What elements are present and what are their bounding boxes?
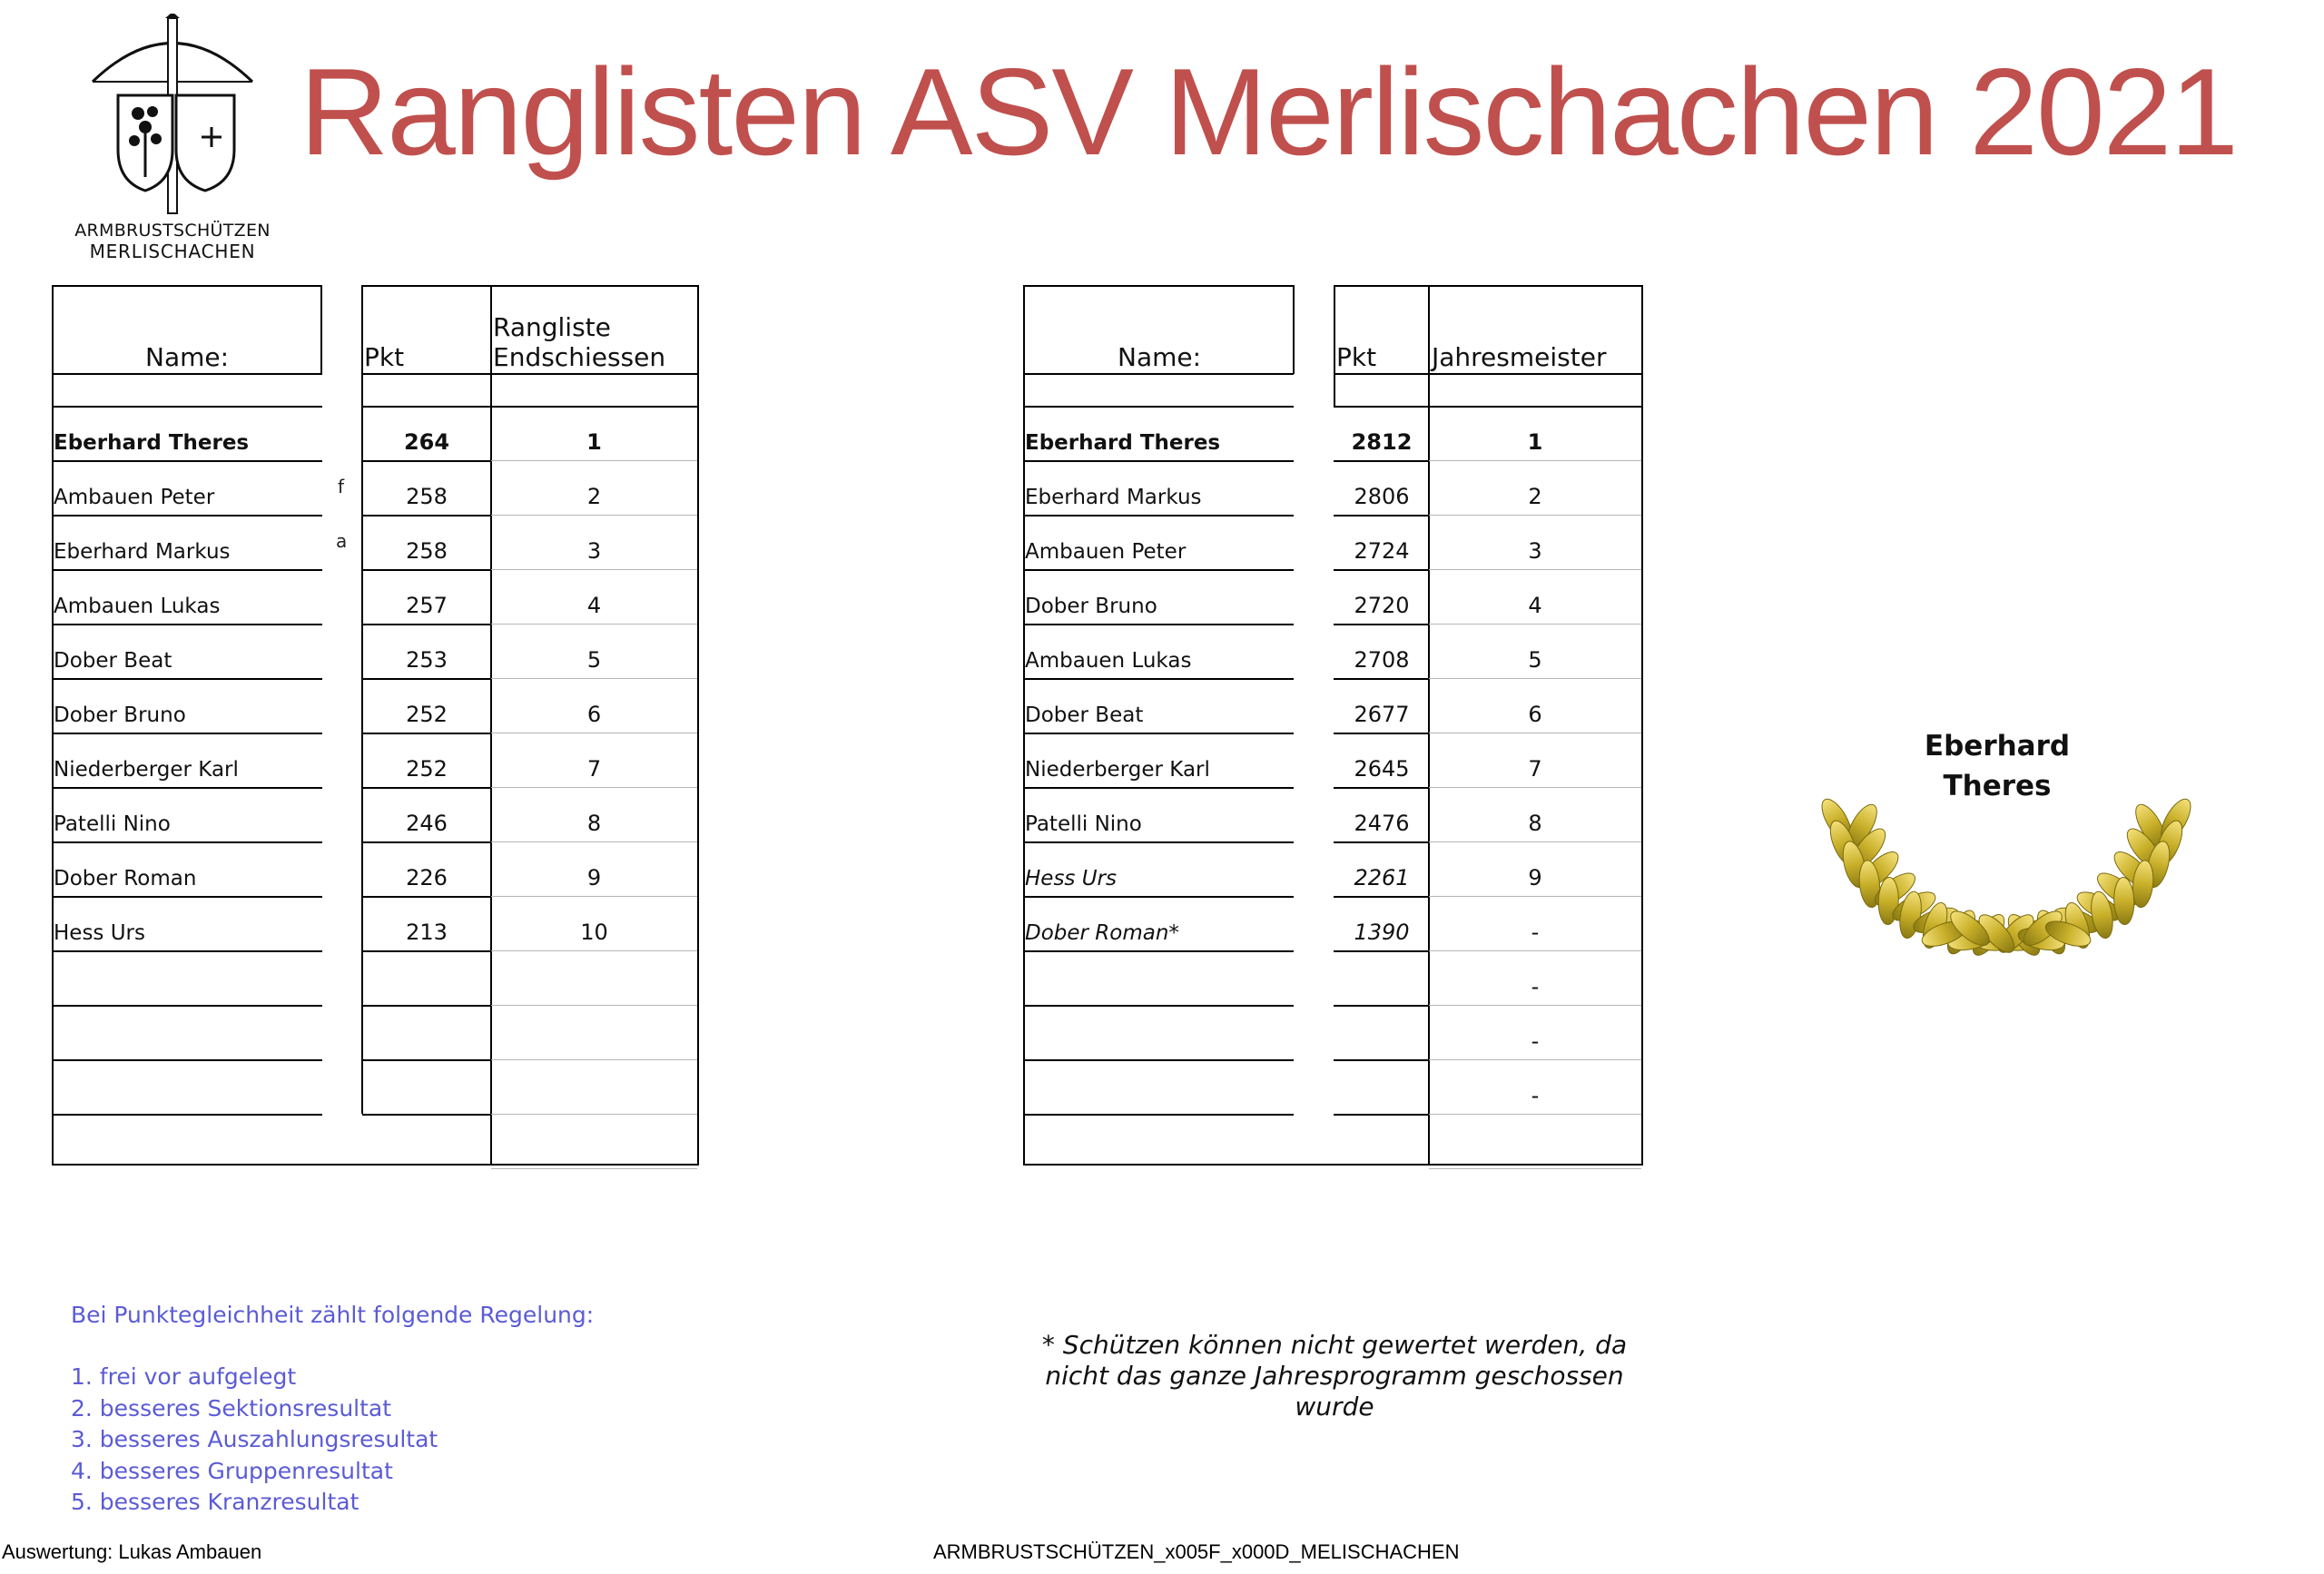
player-rank: - <box>1531 920 1540 945</box>
player-points: 2476 <box>1354 811 1410 836</box>
row-rule <box>1429 896 1641 897</box>
row-rule <box>1334 896 1429 898</box>
logo-text-line1: ARMBRUSTSCHÜTZEN <box>74 221 271 241</box>
row-rule <box>1429 1005 1641 1006</box>
row-rule <box>1023 569 1294 571</box>
row-rule <box>491 841 697 842</box>
row-rule <box>1429 1059 1641 1060</box>
jahresmeister-header: Jahresmeister <box>1432 342 1607 372</box>
row-rule <box>362 1114 491 1116</box>
player-name: Ambauen Peter <box>54 486 215 509</box>
player-name: Patelli Nino <box>54 812 171 836</box>
player-points: 2645 <box>1354 756 1410 782</box>
player-name: Eberhard Theres <box>1025 431 1221 455</box>
row-rule <box>52 624 322 625</box>
row-rule <box>362 1059 491 1061</box>
row-rule <box>491 678 697 679</box>
row-rule <box>1429 1114 1641 1115</box>
player-rank: 3 <box>586 538 602 564</box>
row-rule <box>1334 678 1429 680</box>
champion-line1: Eberhard <box>1924 730 2071 762</box>
player-name: Niederberger Karl <box>1025 758 1210 782</box>
player-rank: 5 <box>1528 647 1542 673</box>
tie-rule-item: 3. besseres Auszahlungsresultat <box>71 1426 438 1452</box>
row-rule <box>491 460 697 461</box>
player-name: Hess Urs <box>1025 867 1117 890</box>
rank-dash: - <box>1531 1083 1540 1108</box>
player-points: 252 <box>406 756 448 782</box>
player-rank: 5 <box>586 647 602 673</box>
row-rule <box>362 841 491 843</box>
player-rank: 8 <box>1528 811 1542 836</box>
row-rule <box>1334 1114 1429 1116</box>
player-points: 258 <box>406 538 448 564</box>
row-rule <box>1023 515 1294 516</box>
row-rule <box>1023 841 1294 843</box>
player-points: 258 <box>406 484 448 509</box>
player-rank: 4 <box>586 593 602 618</box>
tie-rules-title: Bei Punktegleichheit zählt folgende Regelung: <box>71 1302 595 1328</box>
row-rule <box>362 460 491 462</box>
player-points: 2720 <box>1354 593 1410 618</box>
col-rule <box>361 950 363 1005</box>
row-rule <box>491 1114 697 1115</box>
row-rule <box>52 1114 322 1116</box>
row-rule <box>1429 678 1641 679</box>
row-rule <box>52 950 322 952</box>
player-points: 1390 <box>1354 920 1410 945</box>
player-name: Dober Bruno <box>54 703 186 727</box>
row-rule <box>1334 787 1429 789</box>
row-rule <box>362 1005 491 1007</box>
player-points: 2724 <box>1354 538 1410 564</box>
player-name: Dober Roman* <box>1025 921 1179 945</box>
player-rank: 1 <box>1527 429 1543 455</box>
player-name: Hess Urs <box>54 921 145 945</box>
footnote-note <box>1008 1330 1661 1422</box>
row-rule <box>1429 787 1641 788</box>
row-rule <box>491 1005 697 1006</box>
player-rank: 2 <box>1528 484 1542 509</box>
player-name: Eberhard Markus <box>54 540 231 564</box>
row-rule <box>1429 569 1641 570</box>
rank-header-line2: Endschiessen <box>493 342 666 372</box>
row-rule <box>491 1059 697 1060</box>
rank-dash: - <box>1531 974 1540 999</box>
row-rule <box>1334 515 1429 516</box>
note-line1: * Schützen können nicht gewertet werden, da <box>1041 1330 1628 1360</box>
row-rule <box>362 569 491 571</box>
player-name: Dober Roman <box>54 867 197 890</box>
row-rule <box>1023 460 1294 462</box>
name-header: Name: <box>1118 342 1202 372</box>
player-name: Ambauen Lukas <box>54 595 221 618</box>
club-logo <box>73 14 272 268</box>
row-rule <box>491 569 697 570</box>
row-rule <box>362 896 491 898</box>
pkt-header: Pkt <box>1336 342 1377 372</box>
page-title: Ranglisten ASV Merlischachen 2021 <box>300 43 2237 181</box>
row-rule <box>1429 460 1641 461</box>
row-rule <box>1334 624 1429 625</box>
tie-rule-item: 2. besseres Sektionsresultat <box>71 1394 392 1422</box>
row-rule <box>1334 1005 1429 1007</box>
laurel-wreath-icon <box>1816 672 2197 962</box>
champion-name <box>1888 726 2106 806</box>
player-points: 253 <box>406 647 448 673</box>
tie-rule-item: 5. besseres Kranzresultat <box>71 1489 359 1515</box>
row-rule <box>1334 841 1429 843</box>
row-rule <box>491 624 697 625</box>
row-rule <box>1334 1059 1429 1061</box>
player-name: Eberhard Markus <box>1025 486 1202 509</box>
player-points: 2708 <box>1354 647 1410 673</box>
player-rank: 7 <box>1528 756 1542 782</box>
rank-dash: - <box>1531 1028 1540 1054</box>
row-rule <box>1023 678 1294 680</box>
row-rule <box>362 787 491 789</box>
player-rank: 4 <box>1528 593 1542 618</box>
player-points: 213 <box>406 920 448 945</box>
player-points: 2677 <box>1354 702 1410 727</box>
pkt-header: Pkt <box>364 342 405 372</box>
player-rank: 6 <box>586 702 602 727</box>
row-rule <box>1429 841 1641 842</box>
row-rule <box>491 896 697 897</box>
row-rule <box>1429 624 1641 625</box>
tie-rule-item: 1. frei vor aufgelegt <box>71 1363 297 1390</box>
row-rule <box>1023 1059 1294 1061</box>
row-rule <box>1429 950 1641 951</box>
row-rule <box>491 950 697 951</box>
row-rule <box>52 733 322 734</box>
player-rank: 1 <box>586 429 602 455</box>
footnote-mark-a: a <box>336 530 348 552</box>
tie-rules <box>71 1300 594 1519</box>
row-rule <box>1334 460 1429 462</box>
logo-text-line2: MERLISCHACHEN <box>89 241 256 262</box>
crossbow-crest-icon <box>82 14 263 218</box>
player-name: Ambauen Lukas <box>1025 649 1192 673</box>
row-rule <box>362 624 491 625</box>
row-rule <box>52 787 322 789</box>
player-rank: 7 <box>586 756 602 782</box>
footer-center: ARMBRUSTSCHÜTZEN_x005F_x000D_MELISCHACHEN <box>933 1540 1460 1563</box>
footer-author: Auswertung: Lukas Ambauen <box>2 1540 262 1563</box>
champion-line2: Theres <box>1943 770 2052 802</box>
col-rule <box>361 1005 363 1059</box>
row-rule <box>1429 515 1641 516</box>
player-rank: 2 <box>586 484 602 509</box>
row-rule <box>1023 787 1294 789</box>
rank-header-line1: Rangliste <box>493 312 611 342</box>
row-rule <box>1334 569 1429 571</box>
player-points: 2812 <box>1351 429 1413 455</box>
player-rank: 10 <box>580 920 608 945</box>
row-rule <box>52 678 322 680</box>
row-rule <box>52 841 322 843</box>
row-rule <box>52 460 322 462</box>
player-rank: 9 <box>1528 865 1542 890</box>
row-rule <box>1429 1168 1641 1169</box>
row-rule <box>52 896 322 898</box>
row-rule <box>1334 733 1429 734</box>
row-rule <box>362 733 491 734</box>
row-rule <box>1023 624 1294 625</box>
row-rule <box>1023 950 1294 952</box>
row-rule <box>52 1005 322 1007</box>
row-rule <box>52 1059 322 1061</box>
row-rule <box>362 678 491 680</box>
player-name: Dober Bruno <box>1025 595 1157 618</box>
row-rule <box>1023 733 1294 734</box>
player-points: 252 <box>406 702 448 727</box>
player-name: Dober Beat <box>1025 703 1144 727</box>
player-name: Dober Beat <box>54 649 172 673</box>
tie-rule-item: 4. besseres Gruppenresultat <box>71 1457 393 1484</box>
player-name: Ambauen Peter <box>1025 540 1187 564</box>
player-rank: 9 <box>586 865 602 890</box>
footnote-mark-f: f <box>338 476 345 497</box>
name-header: Name: <box>145 342 230 372</box>
player-points: 246 <box>406 811 448 836</box>
row-rule <box>1334 950 1429 952</box>
row-rule <box>491 787 697 788</box>
row-rule <box>1023 1114 1294 1116</box>
row-rule <box>362 515 491 516</box>
player-name: Niederberger Karl <box>54 758 239 782</box>
row-rule <box>491 1168 697 1169</box>
player-points: 2806 <box>1354 484 1410 509</box>
player-name: Eberhard Theres <box>54 431 250 455</box>
note-line2: nicht das ganze Jahresprogramm geschossen <box>1045 1361 1624 1391</box>
row-rule <box>1023 1005 1294 1007</box>
player-points: 2261 <box>1354 865 1410 890</box>
player-rank: 6 <box>1528 702 1542 727</box>
col-rule <box>361 1059 363 1114</box>
player-rank: 8 <box>586 811 602 836</box>
row-rule <box>1023 896 1294 898</box>
player-rank: 3 <box>1528 538 1542 564</box>
row-rule <box>52 515 322 516</box>
player-points: 226 <box>406 865 448 890</box>
player-points: 264 <box>403 429 450 455</box>
player-points: 257 <box>406 593 448 618</box>
row-rule <box>362 950 491 952</box>
row-rule <box>52 569 322 571</box>
note-line3: wurde <box>1295 1392 1374 1422</box>
player-name: Patelli Nino <box>1025 812 1142 836</box>
row-rule <box>491 515 697 516</box>
